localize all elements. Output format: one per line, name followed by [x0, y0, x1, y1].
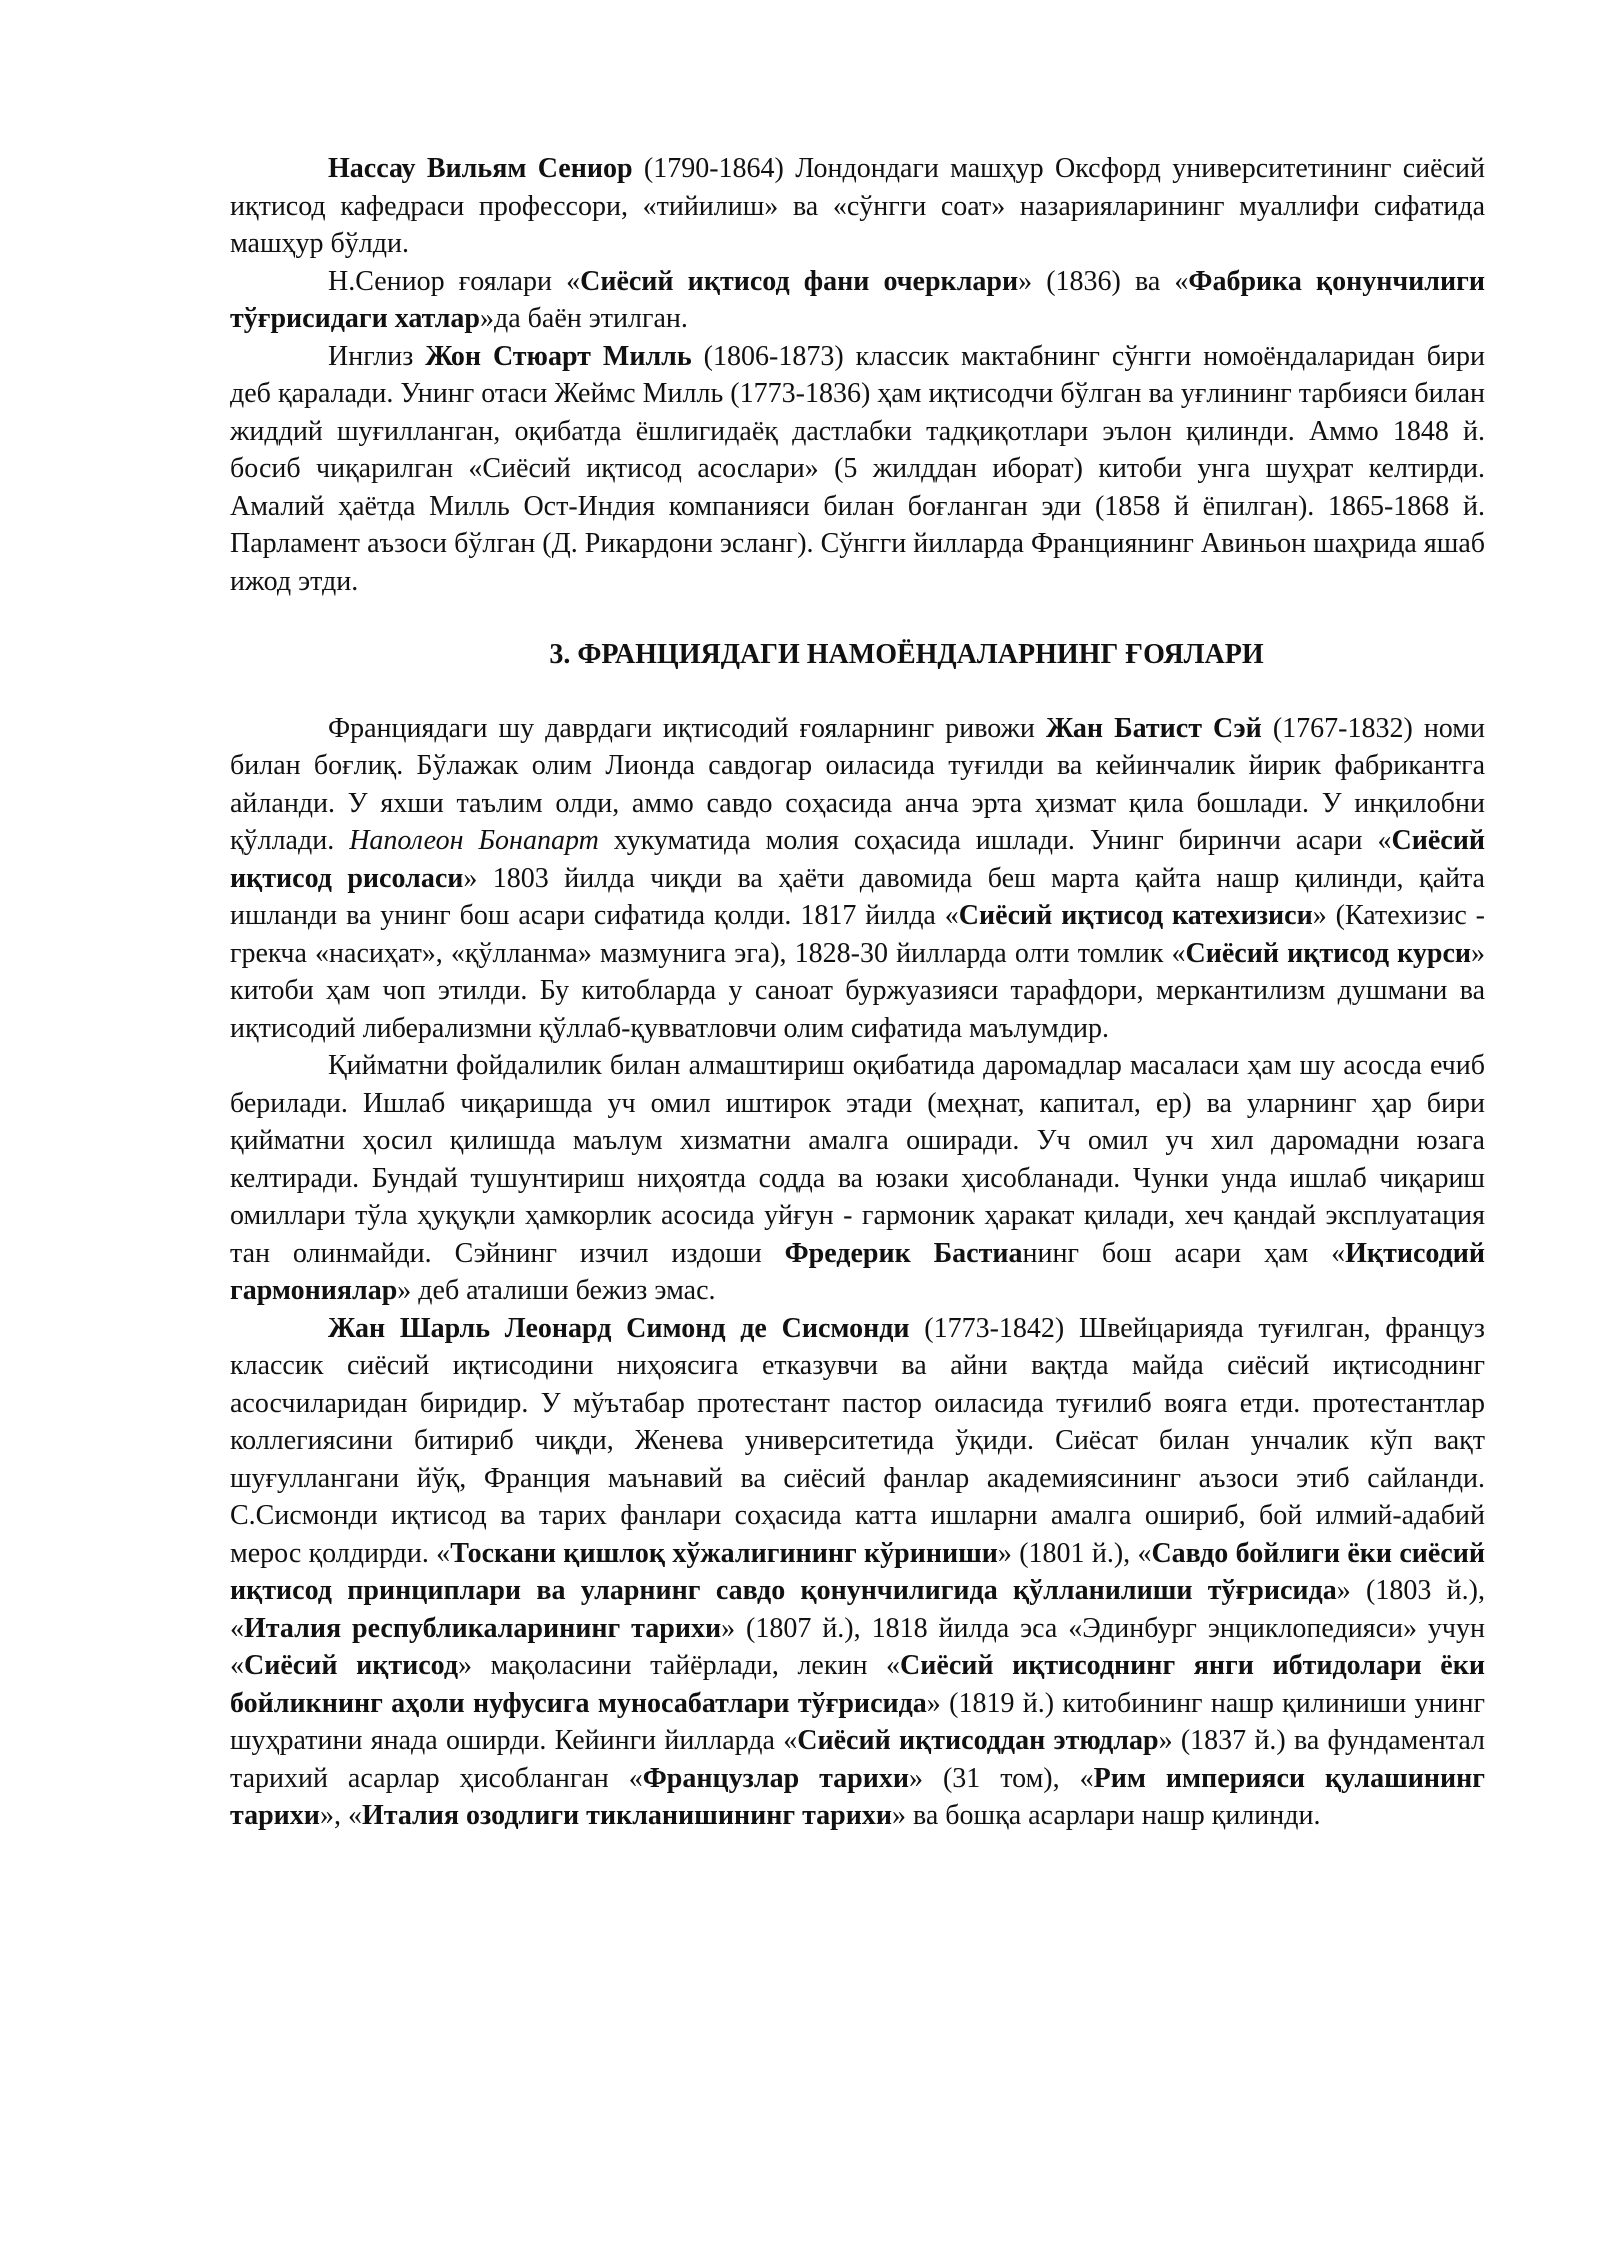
bold-title: Сиёсий иқтисоднинг янги ибтидолари ёки бойликнинг аҳоли нуфусига муносабатлари тўғрисида — [230, 1650, 1485, 1719]
text: Н.Сениор ғоялари « — [328, 265, 581, 297]
paragraph-sismondi — [230, 1310, 1485, 1835]
text: »да баён этилган. — [480, 303, 688, 334]
text: » (1819 й.) китобининг нашр қилиниши унинг шуҳратини янада оширди. Кейинги йилларда « — [230, 1687, 1485, 1756]
text: Қийматни фойдалилик билан алмаштириш оқибатида даромадлар масаласи ҳам шу асосда ечиб берилади. Ишлаб чиқаришда уч омил иштирок этади (меҳнат, капитал, ер) ва уларнинг ҳар бири қийматни ҳосил қилишда маълум хизматни амалга оширади. Уч омил уч хил даромадни юзага келтиради. Бундай тушунтириш ниҳоятда содда ва юзаки ҳисобланади. Чунки унда ишлаб чиқариш омиллари тўла ҳуқуқли ҳамкорлик асосида уйғун - гармоник ҳаракат қилади, хеч қандай эксплуатация тан олинмайди. Сэйнинг изчил издоши — [230, 1050, 1485, 1269]
text: (1806-1873) классик мактабнинг сўнгги номоёндаларидан бири деб қаралади. Унинг отаси Жеймс Милль (1773-1836) ҳам иқтисодчи бўлган ва уғлининг тарбияси билан жиддий шуғилланган, оқибатда ёшлигидаёқ дастлабки тадқиқотлари эълон қилинди. Аммо 1848 й. босиб чиқарилган «Сиёсий иқтисод асослари» (5 жилддан иборат) китоби унга шуҳрат келтирди. Амалий ҳаётда Милль Ост-Индия компанияси билан боғланган эди (1858 й ёпилган). 1865-1868 й. Парламент аъзоси бўлган (Д. Рикардони эсланг). Сўнгги йилларда Франциянинг Авиньон шаҳрида яшаб ижод этди. — [230, 340, 1485, 597]
document-page — [230, 150, 1485, 1835]
text: » (1836) ва « — [1018, 265, 1189, 297]
section-heading: 3. ФРАНЦИЯДАГИ НАМОЁНДАЛАРНИНГ ҒОЯЛАРИ — [549, 639, 1264, 670]
bold-name-bastiat: Фредерик Бастиа — [784, 1237, 1023, 1269]
bold-name-sismondi: Жан Шарль Леонард Симонд де Сисмонди — [328, 1312, 910, 1344]
paragraph-say — [230, 710, 1485, 1048]
text: » ва бошқа асарлари нашр қилинди. — [892, 1800, 1321, 1831]
bold-title: Рим империяси қулашининг тарихи — [230, 1762, 1486, 1831]
bold-title: Французлар тарихи — [642, 1762, 910, 1794]
bold-name-mill: Жон Стюарт Милль — [425, 340, 692, 372]
bold-title: Фабрика қонунчилиги тўғрисидаги хатлар — [230, 265, 1485, 334]
bold-title: Сиёсий иқтисоддан этюдлар — [797, 1725, 1159, 1756]
text: Инглиз — [328, 340, 426, 372]
bold-title: Сиёсий иқтисод — [244, 1650, 459, 1681]
bold-title: Италия республикаларининг тарихи — [244, 1612, 722, 1644]
text: » (1801 й.), « — [997, 1537, 1152, 1569]
text: », « — [319, 1800, 362, 1831]
paragraph-value-utility — [230, 1047, 1485, 1310]
text: нинг бош асари ҳам « — [1022, 1237, 1346, 1269]
bold-title: Сиёсий иқтисод рисоласи — [230, 825, 1485, 894]
text: » (1837 й.) ва фундаментал тарихий асарлар ҳисобланган « — [230, 1725, 1485, 1794]
bold-title: Италия озодлиги тикланишининг тарихи — [361, 1800, 892, 1831]
text: » китоби ҳам чоп этилди. Бу китобларда у саноат буржуазияси тарафдори, меркантилизм душмани ва иқтисодий либерализмни қўллаб-қувватловчи олим сифатида маълумдир. — [230, 937, 1486, 1044]
text: » (31 том), « — [909, 1762, 1094, 1794]
text: (1790-1864) Лондондаги машҳур Оксфорд университетининг сиёсий иқтисод кафедраси профессори, «тийилиш» ва «сўнгги соат» назарияларининг муаллифи сифатида машҳур бўлди. — [230, 153, 1485, 259]
text: Франциядаги шу даврдаги иқтисодий ғояларнинг ривожи — [328, 712, 1046, 744]
text: » (Катехизис - грекча «насиҳат», «қўлланма» мазмунига эга), 1828-30 йилларда олти томлик « — [230, 900, 1485, 969]
italic-name-napoleon: Наполеон Бонапарт — [349, 825, 599, 856]
paragraph-mill — [230, 338, 1485, 601]
text: » (1807 й.), 1818 йилда эса «Эдинбург энциклопедияси» учун « — [230, 1612, 1485, 1681]
bold-name-say: Жан Батист Сэй — [1045, 712, 1262, 744]
bold-title: Иқтисодий гармониялар — [230, 1237, 1486, 1306]
text: (1767-1832) номи билан боғлиқ. Бўлажак олим Лионда савдогар оиласида туғилди ва кейинчалик йирик фабрикантга айланди. У яхши таълим олди, аммо савдо соҳасида анча эрта ҳизмат қила бошлади. У инқилобни қўллади. — [230, 712, 1485, 856]
bold-title: Сиёсий иқтисод катехизиси — [958, 900, 1313, 931]
text: (1773-1842) Швейцарияда туғилган, француз классик сиёсий иқтисодини ниҳоясига етказувчи ва айни вақтда майда сиёсий иқтисоднинг асосчиларидан биридир. У мўътабар протестант пастор оиласида туғилиб вояга етди. протестантлар коллегиясини битириб чиқди, Женева университетида ўқиди. Сиёсат билан унчалик кўп вақт шуғуллангани йўқ, Франция маънавий ва сиёсий фанлар академиясининг аъзоси этиб сайланди. С.Сисмонди иқтисод ва тарих фанлари соҳасида катта ишларни амалга ошириб, бой илмий-адабий мерос қолдирди. « — [230, 1312, 1485, 1569]
text: хукуматида молия соҳасида ишлади. Унинг биринчи асари « — [598, 825, 1392, 856]
paragraph-senior-works — [230, 263, 1485, 338]
bold-title: Сиёсий иқтисод курси — [1185, 937, 1472, 969]
text: » мақоласини тайёрлади, лекин « — [458, 1650, 901, 1681]
text: » 1803 йилда чиқди ва ҳаёти давомида беш марта қайта нашр қилинди, қайта ишланди ва унинг бош асари сифатида қолди. 1817 йилда « — [230, 862, 1485, 931]
paragraph-senior — [230, 150, 1485, 263]
text: » деб аталиши бежиз эмас. — [397, 1275, 716, 1306]
bold-title: Савдо бойлиги ёки сиёсий иқтисод принциплари ва уларнинг савдо қонунчилигида қўлланилиши тўғрисида — [230, 1537, 1486, 1606]
bold-title: Тоскани қишлоқ хўжалигининг кўриниши — [450, 1537, 998, 1569]
text: » (1803 й.), « — [230, 1575, 1485, 1644]
bold-title: Сиёсий иқтисод фани очерклари — [580, 265, 1019, 297]
bold-name-senior: Нассау Вильям Сениор — [328, 153, 633, 184]
